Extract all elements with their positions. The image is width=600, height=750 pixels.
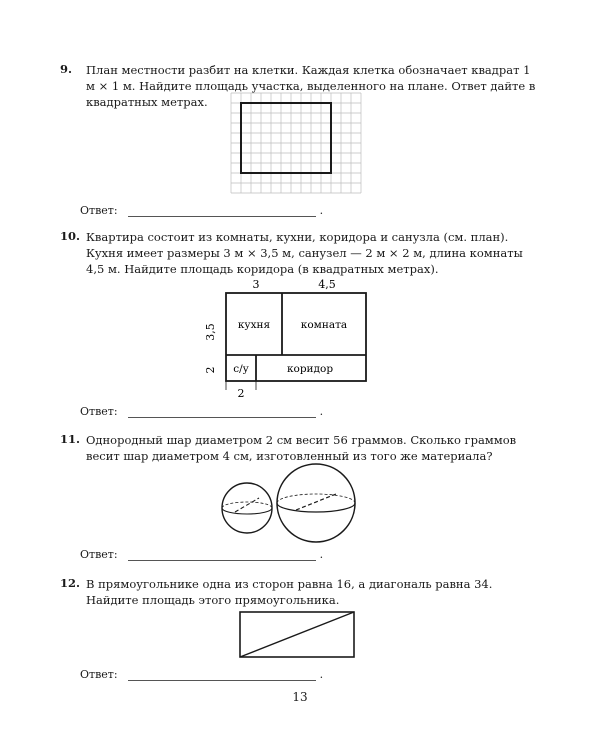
kitchen-label: кухня (237, 319, 271, 331)
problem-number: 10. (60, 229, 81, 243)
problem-text: План местности разбит на клетки. Каждая клетка обозначает квадрат 1 м × 1 м. Найдите площадь участка, выделенного на плане. Ответ дайте в квадратных метрах. (86, 63, 536, 109)
diagonal (240, 612, 354, 657)
answer-field[interactable] (128, 408, 316, 418)
problem-text: Однородный шар диаметром 2 см весит 56 граммов. Сколько граммов весит шар диаметром 4 см, изготовленный из того же материала? (86, 433, 517, 463)
plan-left-label-corridor-height: 2 (204, 366, 217, 374)
bathroom-label: с/у (233, 363, 249, 375)
answer-row-12: Ответ: . (80, 668, 324, 681)
answer-label: Ответ: (80, 405, 118, 418)
answer-row-10: Ответ: . (80, 405, 324, 418)
grid-lines (231, 93, 361, 193)
two-spheres-figure (218, 462, 362, 546)
answer-field[interactable] (128, 551, 316, 561)
answer-row-9: Ответ: . (80, 204, 324, 217)
problem-text: В прямоугольнике одна из сторон равна 16, а диагональ равна 34. Найдите площадь этого прямоугольника. (86, 577, 493, 607)
grid-plan-figure (230, 92, 362, 194)
answer-label: Ответ: (80, 204, 118, 217)
corridor-label: коридор (286, 363, 334, 375)
large-sphere (277, 464, 355, 542)
problem-number: 9. (60, 62, 73, 76)
problem-number: 11. (60, 432, 81, 446)
room-label: комната (300, 319, 348, 331)
highlighted-plot (241, 103, 331, 173)
plan-bottom-label-bathroom-width: 2 (237, 387, 245, 400)
answer-row-11: Ответ: . (80, 548, 324, 561)
plan-left-label-kitchen-height: 3,5 (204, 323, 217, 341)
problem-number: 12. (60, 576, 81, 590)
small-sphere (222, 483, 272, 533)
problem-text: Квартира состоит из комнаты, кухни, коридора и санузла (см. план). Кухня имеет размеры 3 м × 3,5 м, санузел — 2 м × 2 м, длина комнаты 4,5 м. Найдите площадь коридора (в квадратных метрах). (86, 230, 523, 276)
apartment-plan-figure (200, 276, 380, 400)
page-number: 13 (292, 690, 308, 704)
answer-field[interactable] (128, 207, 316, 217)
answer-label: Ответ: (80, 548, 118, 561)
plan-top-label-kitchen-width: 3 (252, 278, 260, 291)
answer-field[interactable] (128, 671, 316, 681)
answer-label: Ответ: (80, 668, 118, 681)
rectangle-diagonal-figure (238, 610, 356, 660)
plan-top-label-room-length: 4,5 (318, 278, 336, 291)
